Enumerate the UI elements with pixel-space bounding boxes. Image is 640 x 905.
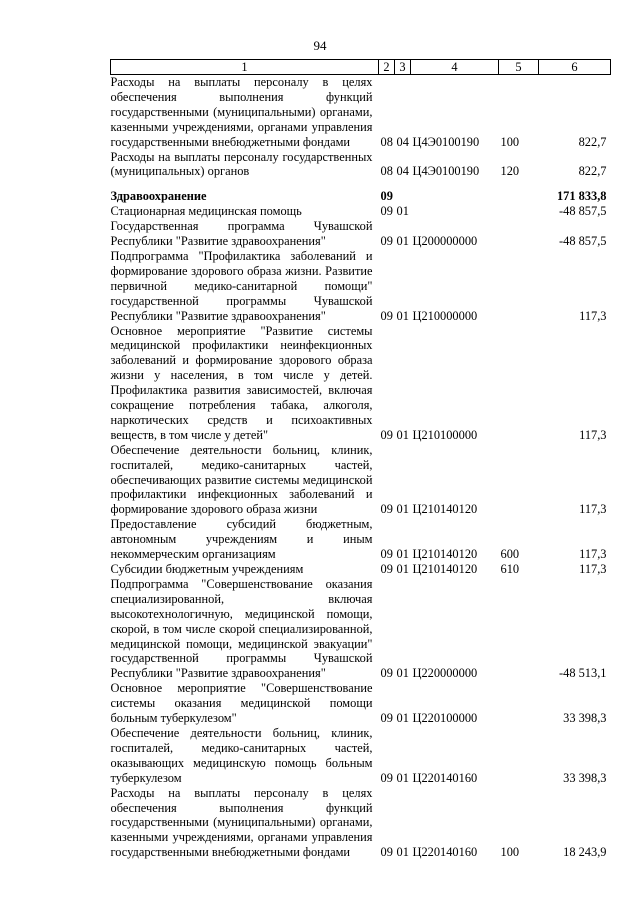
table-row — [111, 726, 611, 786]
subsection-code: 04 — [396, 164, 409, 179]
amount: 822,7 — [578, 164, 607, 179]
target-article-code: Ц220100000 — [412, 711, 478, 726]
expense-type-code — [499, 681, 539, 726]
column-header: 1 — [111, 60, 379, 75]
expense-name: Подпрограмма "Совершенствование оказания специализированной, включая высокотехнологичную, медицинской помощи, скорой, в том числе скорой специализированной, медицинской помощи, медицинской эвакуации" государственной программы Чувашской Республики "Развитие здравоохранения" — [110, 576, 373, 681]
subsection-code: 01 — [396, 666, 409, 681]
subsection-code: 01 — [396, 427, 409, 442]
amount: 117,3 — [579, 502, 607, 517]
table-row — [111, 219, 611, 249]
table-row — [111, 204, 611, 219]
expense-type-code — [499, 577, 539, 681]
expense-name: Подпрограмма "Профилактика заболеваний и формирование здорового образа жизни. Развитие первичной медико-санитарной помощи" государственной программы Чувашской Республики "Развитие здравоохранения" — [110, 248, 373, 323]
spacer-row — [111, 179, 611, 189]
table-row — [111, 189, 611, 204]
amount: 117,3 — [579, 308, 607, 323]
expense-type-code — [499, 324, 539, 443]
subsection-code: 01 — [396, 204, 409, 219]
table-row — [111, 577, 611, 681]
section-code: 09 — [380, 562, 393, 576]
column-header: 5 — [499, 60, 539, 75]
section-code: 08 — [380, 134, 393, 149]
column-number-row — [111, 60, 611, 75]
target-article-code: Ц210140120 — [412, 562, 478, 576]
section-code: 09 — [380, 189, 393, 204]
table-row — [111, 443, 611, 518]
section-code: 09 — [380, 308, 393, 323]
section-code: 09 — [380, 204, 393, 219]
subsection-code: 04 — [396, 134, 409, 149]
section-code: 09 — [380, 845, 393, 860]
subsection-code: 01 — [396, 562, 409, 576]
subsection-code: 01 — [396, 845, 409, 860]
table-row — [111, 75, 611, 150]
section-code: 09 — [380, 711, 393, 726]
expense-type-code — [499, 249, 539, 324]
expense-type-code: 610 — [500, 562, 520, 576]
section-code: 09 — [380, 502, 393, 517]
subsection-code — [395, 189, 411, 204]
amount: 33 398,3 — [563, 711, 607, 726]
amount: 822,7 — [578, 134, 607, 149]
expense-type-code — [499, 189, 539, 204]
expense-type-code — [499, 219, 539, 249]
expense-name: Государственная программа Чувашской Республики "Развитие здравоохранения" — [110, 219, 373, 249]
expense-name: Здравоохранение — [110, 189, 207, 204]
section-code: 09 — [380, 666, 393, 681]
target-article-code: Ц210140120 — [412, 502, 478, 517]
target-article-code: Ц220140160 — [412, 770, 478, 785]
amount: -48 857,5 — [559, 204, 607, 219]
subsection-code: 01 — [396, 234, 409, 249]
amount: 117,3 — [579, 427, 607, 442]
table-row — [111, 150, 611, 180]
expense-name: Расходы на выплаты персоналу в целях обеспечения выполнения функций государственными (муниципальными) органами, казенными учреждениями, органами управления государственными внебюджетными фондами — [110, 75, 373, 149]
amount: 171 833,8 — [556, 189, 607, 204]
expense-name: Расходы на выплаты персоналу государственных (муниципальных) органов — [110, 149, 373, 179]
section-code: 08 — [380, 164, 393, 179]
target-article-code: Ц210100000 — [412, 427, 478, 442]
section-code: 09 — [380, 234, 393, 249]
subsection-code: 01 — [396, 547, 409, 562]
subsection-code: 01 — [396, 502, 409, 517]
column-header: 4 — [411, 60, 499, 75]
target-article-code: Ц4Э0100190 — [412, 134, 480, 149]
expense-name: Предоставление субсидий бюджетным, автономным учреждениям и иным некоммерческим организациям — [110, 517, 373, 562]
expense-name: Стационарная медицинская помощь — [110, 204, 302, 219]
column-header: 6 — [539, 60, 611, 75]
expense-name: Обеспечение деятельности больниц, клиник, госпиталей, медико-санитарных частей, оказывающих медицинскую помощь больным туберкулезом — [110, 725, 373, 785]
expense-type-code — [499, 443, 539, 518]
table-row — [111, 786, 611, 861]
column-header: 3 — [395, 60, 411, 75]
table-row — [111, 517, 611, 562]
expense-name: Субсидии бюджетным учреждениям — [110, 562, 304, 576]
amount: 117,3 — [579, 562, 607, 576]
expense-name: Расходы на выплаты персоналу в целях обеспечения выполнения функций государственными (муниципальными) органами, казенными учреждениями, органами управления государственными внебюджетными фондами — [110, 785, 373, 860]
page-number: 94 — [313, 38, 327, 53]
section-code: 09 — [380, 770, 393, 785]
expense-type-code — [499, 204, 539, 219]
table-row — [111, 249, 611, 324]
amount: -48 513,1 — [559, 666, 607, 681]
section-code: 09 — [380, 547, 393, 562]
target-article-code: Ц210000000 — [412, 308, 478, 323]
section-code: 09 — [380, 427, 393, 442]
table-row — [111, 681, 611, 726]
expense-type-code: 120 — [500, 164, 520, 179]
target-article-code: Ц220000000 — [412, 666, 478, 681]
amount: 33 398,3 — [563, 770, 607, 785]
amount: 18 243,9 — [563, 845, 607, 860]
target-article-code: Ц4Э0100190 — [412, 164, 480, 179]
expense-name: Основное мероприятие "Совершенствование системы оказания медицинской помощи больным туберкулезом" — [110, 681, 373, 726]
subsection-code: 01 — [396, 308, 409, 323]
expense-type-code: 100 — [500, 134, 520, 149]
target-article-code — [411, 204, 499, 219]
target-article-code: Ц220140160 — [412, 845, 478, 860]
target-article-code — [411, 189, 499, 204]
expense-name: Обеспечение деятельности больниц, клиник, госпиталей, медико-санитарных частей, обеспечивающих развитие системы медицинской профилактики инфекционных заболеваний и формирование здорового образа жизни — [110, 442, 373, 517]
amount: 117,3 — [579, 547, 607, 562]
amount: -48 857,5 — [559, 234, 607, 249]
expense-type-code: 600 — [500, 547, 520, 562]
table-row — [111, 562, 611, 577]
expense-name: Основное мероприятие "Развитие системы медицинской профилактики неинфекционных заболеваний и формирование здорового образа жизни у населения, в том числе у детей. Профилактика развития зависимостей, включая сокращение потребления табака, алкоголя, наркотических средств и психоактивных веществ, в том числе у детей" — [110, 323, 373, 442]
expense-type-code — [499, 726, 539, 786]
budget-table — [110, 59, 611, 860]
target-article-code: Ц200000000 — [412, 234, 478, 249]
subsection-code: 01 — [396, 770, 409, 785]
target-article-code: Ц210140120 — [412, 547, 478, 562]
expense-type-code: 100 — [500, 845, 520, 860]
subsection-code: 01 — [396, 711, 409, 726]
table-row — [111, 324, 611, 443]
column-header: 2 — [379, 60, 395, 75]
